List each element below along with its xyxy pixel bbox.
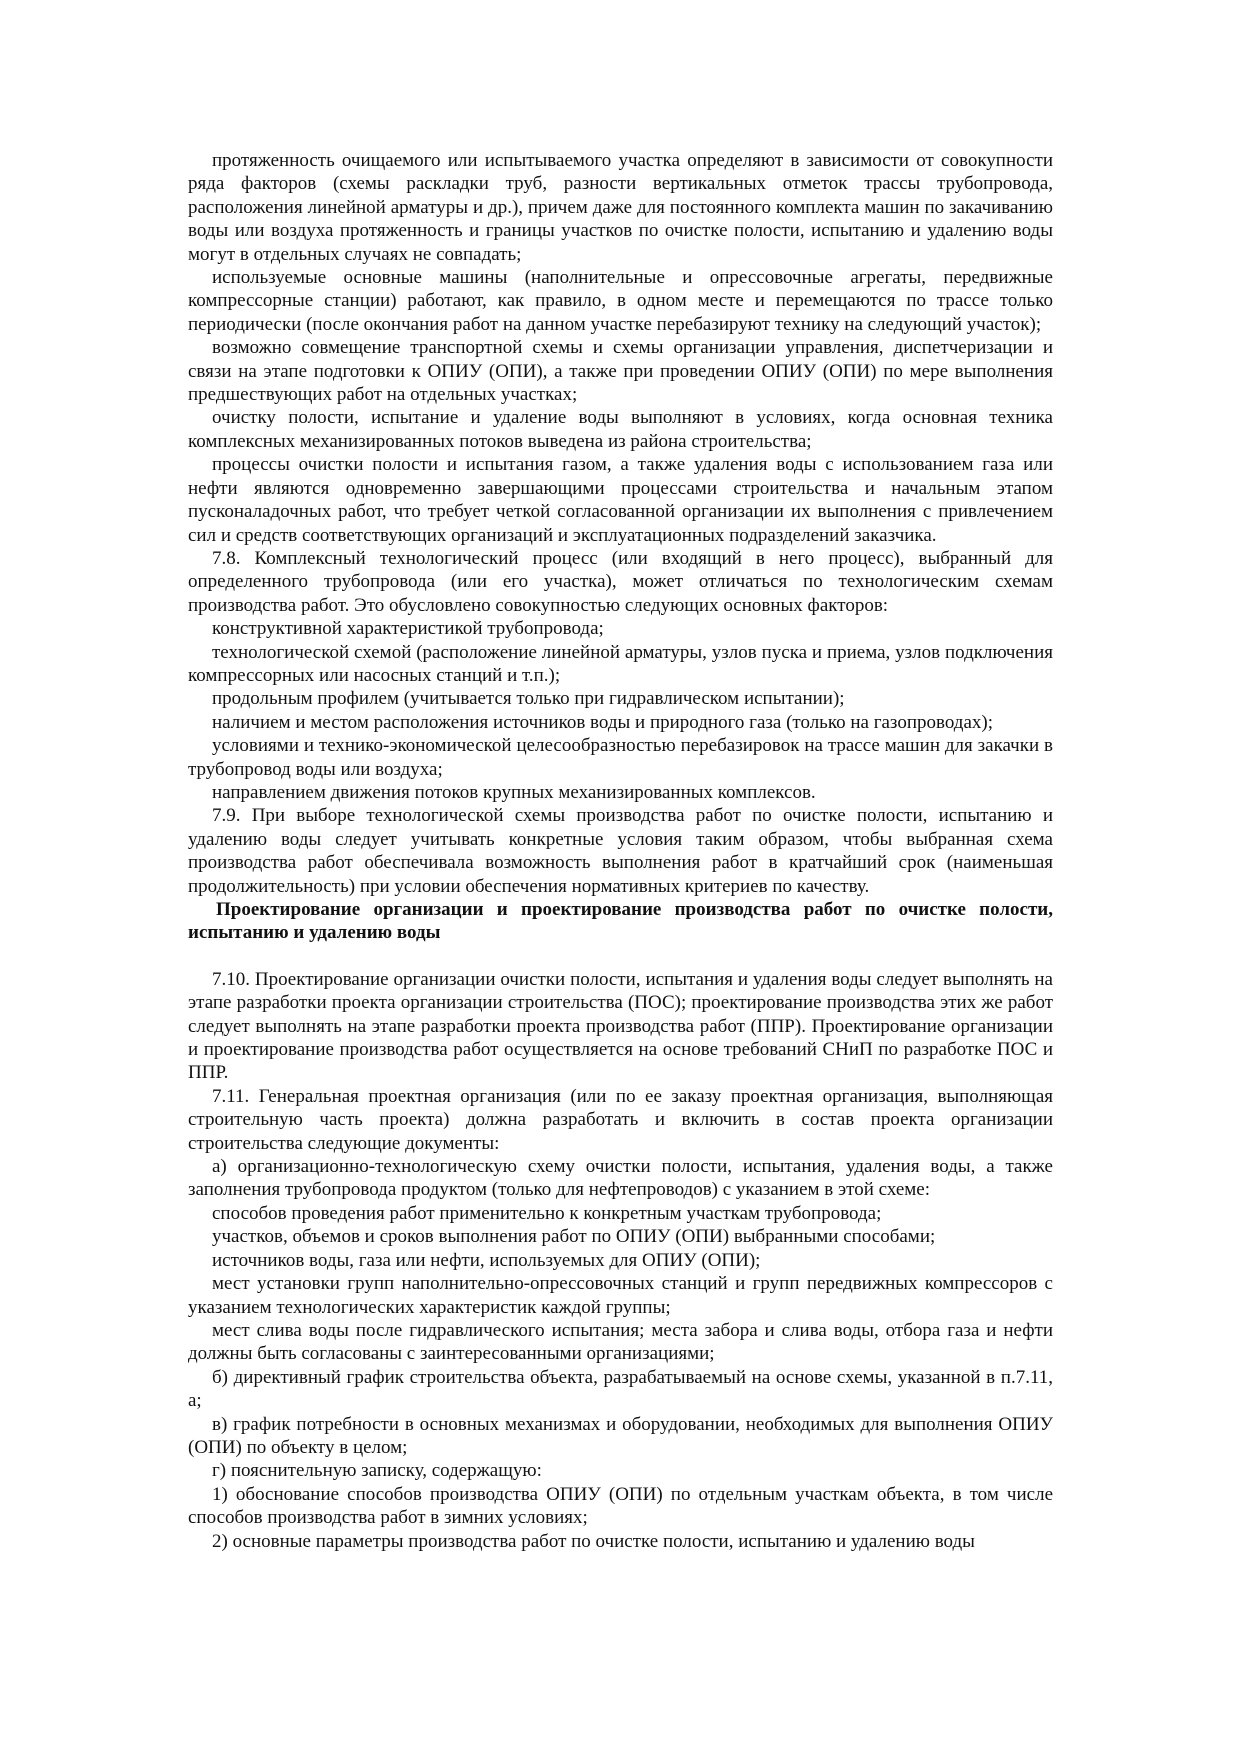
paragraph: 7.9. При выборе технологической схемы производства работ по очистке полости, испытанию и удалению воды следует учитывать конкретные условия таким образом, чтобы выбранная схема производства работ обеспечивала возможность выполнения работ в кратчайший срок (наименьшая продолжительность) при условии обеспечения нормативных критериев по качеству. [188, 805, 1053, 897]
paragraph: наличием и местом расположения источников воды и природного газа (только на газопроводах); [212, 711, 993, 733]
paragraph: используемые основные машины (наполнительные и опрессовочные агрегаты, передвижные компрессорные станции) работают, как правило, в одном месте и перемещаются по трассе только периодически (после окончания работ на данном участке перебазируют технику на следующий участок); [188, 267, 1053, 335]
paragraph: способов проведения работ применительно к конкретным участкам трубопровода; [212, 1202, 882, 1224]
paragraph: в) график потребности в основных механизмах и оборудовании, необходимых для выполнения ОПИУ (ОПИ) по объекту в целом; [188, 1413, 1053, 1458]
paragraph: источников воды, газа или нефти, используемых для ОПИУ (ОПИ); [212, 1249, 761, 1271]
paragraph: продольным профилем (учитывается только при гидравлическом испытании); [212, 688, 845, 710]
paragraph: процессы очистки полости и испытания газом, а также удаления воды с использованием газа или нефти являются одновременно завершающими процессами строительства и начальным этапом пусконаладочных работ, что требует четкой согласованной организации их выполнения с привлечением сил и средств соответствующих организаций и эксплуатационных подразделений заказчика. [188, 454, 1053, 546]
paragraph: конструктивной характеристикой трубопровода; [212, 618, 604, 640]
document-page [188, 149, 1053, 1553]
paragraph: 7.8. Комплексный технологический процесс (или входящий в него процесс), выбранный для определенного трубопровода (или его участка), может отличаться по технологическим схемам производства работ. Это обусловлено совокупностью следующих основных факторов: [188, 547, 1053, 616]
paragraph: б) директивный график строительства объекта, разрабатываемый на основе схемы, указанной в п.7.11, а; [188, 1366, 1053, 1412]
paragraph: очистку полости, испытание и удаление воды выполняют в условиях, когда основная техника комплексных механизированных потоков выведена из района строительства; [188, 407, 1053, 452]
blank-line [188, 945, 1053, 968]
paragraph: 7.10. Проектирование организации очистки полости, испытания и удаления воды следует выполнять на этапе разработки проекта организации строительства (ПОС); проектирование производства этих же работ следует выполнять на этапе разработки проекта производства работ (ППР). Проектирование организации и проектирование производства работ осуществляется на основе требований СНиП по разработке ПОС и ППР. [188, 968, 1053, 1084]
paragraph: 7.11. Генеральная проектная организация (или по ее заказу проектная организация, выполняющая строительную часть проекта) должна разработать и включить в состав проекта организации строительства следующие документы: [188, 1085, 1053, 1154]
paragraph: 1) обоснование способов производства ОПИУ (ОПИ) по отдельным участкам объекта, в том числе способов производства работ в зимних условиях; [188, 1483, 1053, 1529]
paragraph: участков, объемов и сроков выполнения работ по ОПИУ (ОПИ) выбранными способами; [212, 1226, 936, 1248]
paragraph: направлением движения потоков крупных механизированных комплексов. [212, 781, 816, 803]
paragraph: мест слива воды после гидравлического испытания; места забора и слива воды, отбора газа и нефти должны быть согласованы с заинтересованными организациями; [188, 1319, 1053, 1365]
paragraph: мест установки групп наполнительно-опрессовочных станций и групп передвижных компрессоров с указанием технологических характеристик каждой группы; [188, 1273, 1053, 1318]
section-heading: Проектирование организации и проектирование производства работ по очистке полости, испытанию и удалению воды [188, 899, 1053, 944]
paragraph: протяженность очищаемого или испытываемого участка определяют в зависимости от совокупности ряда факторов (схемы раскладки труб, разности вертикальных отметок трассы трубопровода, расположения линейной арматуры и др.), причем даже для постоянного комплекта машин по закачиванию воды или воздуха протяженность и границы участков по очистке полости, испытанию и удалению воды могут в отдельных случаях не совпадать; [188, 150, 1053, 265]
paragraph: 2) основные параметры производства работ по очистке полости, испытанию и удалению воды [212, 1530, 975, 1552]
paragraph: технологической схемой (расположение линейной арматуры, узлов пуска и приема, узлов подключения компрессорных или насосных станций и т.п.); [188, 641, 1053, 686]
paragraph: условиями и технико-экономической целесообразностью перебазировок на трассе машин для закачки в трубопровод воды или воздуха; [188, 735, 1053, 780]
paragraph: возможно совмещение транспортной схемы и схемы организации управления, диспетчеризации и связи на этапе подготовки к ОПИУ (ОПИ), а также при проведении ОПИУ (ОПИ) по мере выполнения предшествующих работ на отдельных участках; [188, 337, 1053, 406]
paragraph: а) организационно-технологическую схему очистки полости, испытания, удаления воды, а также заполнения трубопровода продуктом (только для нефтепроводов) с указанием в этой схеме: [188, 1156, 1053, 1201]
paragraph: г) пояснительную записку, содержащую: [212, 1460, 542, 1482]
